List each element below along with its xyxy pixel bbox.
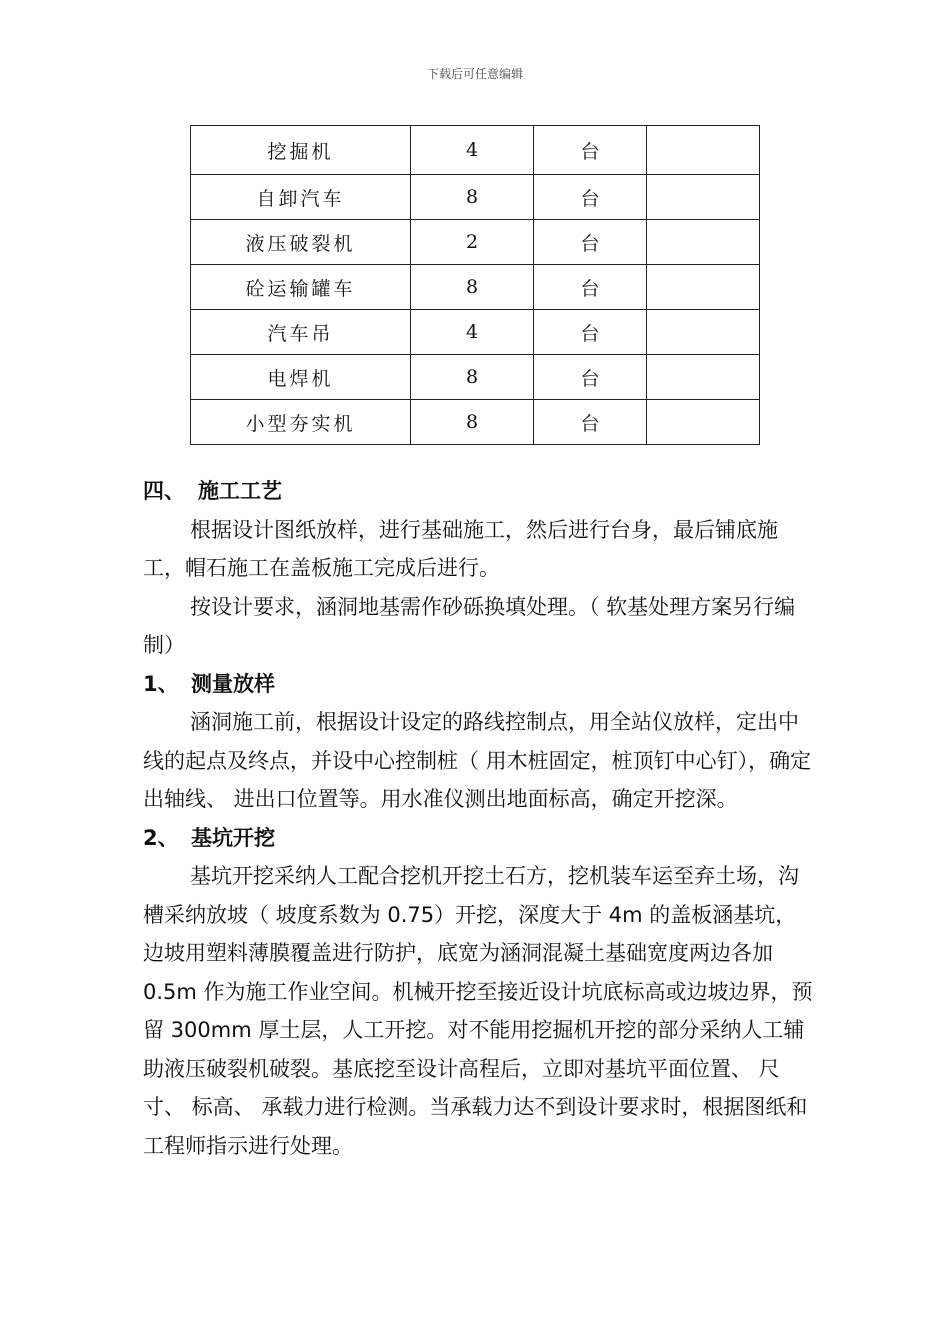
equipment-unit-cell: 台 (534, 355, 647, 400)
equipment-qty-cell: 8 (411, 175, 534, 220)
table-row (191, 355, 760, 400)
equipment-qty-cell: 4 (411, 126, 534, 175)
equipment-unit-cell: 台 (534, 400, 647, 445)
equipment-name-cell: 电焊机 (191, 355, 411, 400)
equipment-qty-cell: 8 (411, 355, 534, 400)
equipment-unit-cell: 台 (534, 220, 647, 265)
equipment-name-cell: 挖掘机 (191, 126, 411, 175)
equipment-unit-cell: 台 (534, 265, 647, 310)
equipment-qty-cell: 2 (411, 220, 534, 265)
table-row (191, 220, 760, 265)
table-row (191, 400, 760, 445)
paragraph: 基坑开挖采纳人工配合挖机开挖土石方，挖机装车运至弃土场，沟槽采纳放坡（ 坡度系数为 0.75）开挖，深度大于 4m 的盖板涵基坑，边坡用塑料薄膜覆盖进行防护，底宽为涵洞混凝土基础宽度两边各加 0.5m 作为施工作业空间。机械开挖至接近设计坑底标高或边坡边界，预留 300mm 厚土层，人工开挖。对不能用挖掘机开挖的部分采纳人工辅助液压破裂机破裂。基底挖至设计高程后，立即对基坑平面位置、 尺寸、 标高、 承载力进行检测。当承载力达不到设计要求时，根据图纸和工程师指示进行处理。 (143, 864, 813, 1158)
equipment-note-cell (647, 310, 760, 355)
equipment-note-cell (647, 355, 760, 400)
equipment-unit-cell: 台 (534, 175, 647, 220)
subsection-number: 1、 (143, 671, 179, 696)
section-number: 四、 (143, 479, 185, 503)
equipment-unit-cell: 台 (534, 126, 647, 175)
subsection-title: 基坑开挖 (191, 825, 275, 850)
paragraph: 根据设计图纸放样，进行基础施工，然后进行台身，最后铺底施工，帽石施工在盖板施工完成后进行。 (143, 517, 778, 580)
table-row (191, 175, 760, 220)
equipment-table (190, 125, 760, 445)
equipment-note-cell (647, 265, 760, 310)
section-title: 施工工艺 (198, 479, 282, 503)
equipment-name-cell: 砼运输罐车 (191, 265, 411, 310)
equipment-qty-cell: 8 (411, 265, 534, 310)
equipment-unit-cell: 台 (534, 310, 647, 355)
equipment-note-cell (647, 400, 760, 445)
equipment-note-cell (647, 220, 760, 265)
equipment-name-cell: 自卸汽车 (191, 175, 411, 220)
subsection-heading (143, 665, 813, 704)
equipment-table-body (191, 126, 760, 445)
paragraph: 涵洞施工前，根据设计设定的路线控制点，用全站仪放样，定出中线的起点及终点，并设中心控制桩（ 用木桩固定，桩顶钉中心钉），确定出轴线、 进出口位置等。用水准仪测出地面标高，确定开挖深。 (143, 710, 812, 811)
table-row (191, 126, 760, 175)
equipment-name-cell: 汽车吊 (191, 310, 411, 355)
equipment-qty-cell: 4 (411, 310, 534, 355)
table-row (191, 310, 760, 355)
equipment-name-cell: 小型夯实机 (191, 400, 411, 445)
equipment-note-cell (647, 126, 760, 175)
table-row (191, 265, 760, 310)
equipment-qty-cell: 8 (411, 400, 534, 445)
document-body (143, 472, 813, 1165)
paragraph: 按设计要求，涵洞地基需作砂砾换填处理。（ 软基处理方案另行编制） (143, 594, 796, 657)
section-heading (143, 472, 813, 511)
subsection-title: 测量放样 (191, 671, 275, 696)
page-header-note: 下载后可任意编辑 (426, 67, 523, 81)
subsection-number: 2、 (143, 825, 179, 850)
subsection-heading (143, 819, 813, 858)
equipment-note-cell (647, 175, 760, 220)
equipment-name-cell: 液压破裂机 (191, 220, 411, 265)
